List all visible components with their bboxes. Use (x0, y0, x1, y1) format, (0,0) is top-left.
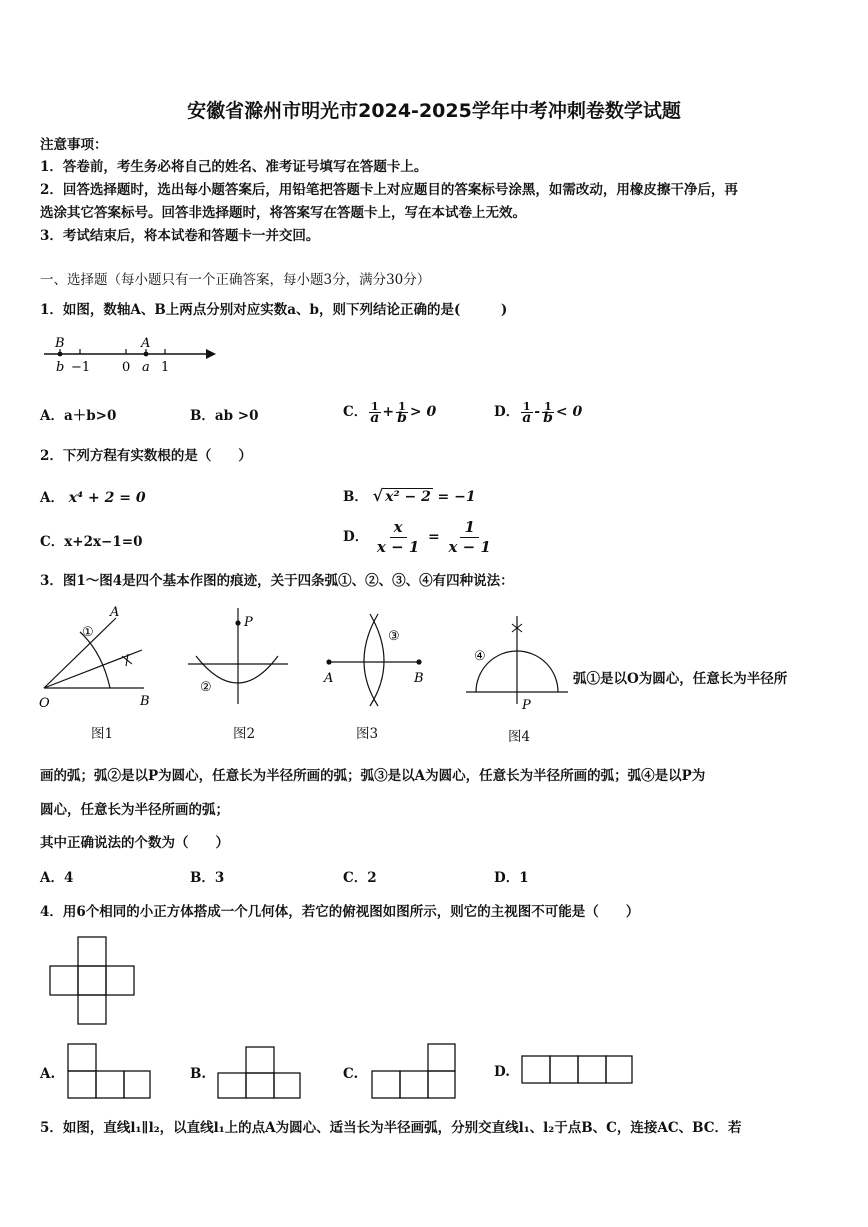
q2-option-d: D． $\frac{x}{x - 1}$ = $\frac{1}{x - 1}$ (343, 518, 491, 556)
q3-option-a: A．4 (40, 870, 74, 886)
q4-option-a-figure (64, 1040, 154, 1102)
q4-option-a-label: A. (40, 1066, 56, 1082)
fig2-label-p: P (244, 615, 253, 630)
q4-option-d-figure (518, 1052, 636, 1088)
q4-top-view-figure (44, 934, 144, 1028)
fig1-label-a: A (110, 605, 120, 620)
notice-item-1: 1．答卷前，考生务必将自己的姓名、准考证号填写在答题卡上。 (40, 159, 428, 175)
q3-option-c: C．2 (343, 870, 377, 886)
fig1-caption: 图1 (91, 726, 114, 742)
q2-stem: 2．下列方程有实数根的是（ ） (40, 448, 252, 464)
q4-option-c-figure (368, 1040, 460, 1102)
q5-stem: 5．如图，直线l₁∥l₂，以直线l₁上的点A为圆心、适当长为半径画弧，分别交直线l₁、l₂于点B、C，连接AC、BC．若 (40, 1120, 742, 1136)
tick-a-label: a (142, 360, 150, 375)
tick-b-label: b (56, 360, 65, 375)
tick-neg1-label: −1 (71, 360, 91, 375)
fig3-label-b: B (414, 671, 424, 686)
fig1-label-o: O (39, 696, 50, 711)
section-heading: 一、选择题（每小题只有一个正确答案，每小题3分，满分30分） (40, 272, 431, 288)
q3-stem: 3．图1～图4是四个基本作图的痕迹，关于四条弧①、②、③、④有四种说法： (40, 573, 514, 589)
q4-option-b-label: B. (190, 1066, 207, 1082)
fig4-caption: 图4 (508, 729, 531, 745)
q2-option-a: A． x⁴ + 2 = 0 (40, 490, 146, 506)
notice-item-2-line-2: 选涂其它答案标号。回答非选择题时，将答案写在答题卡上，写在本试卷上无效。 (40, 205, 526, 221)
fig2-arc-label: ② (200, 680, 212, 695)
fig1-arc-label: ① (82, 625, 94, 640)
q1-option-b: B．ab >0 (190, 408, 259, 424)
q1-stem: 1．如图，数轴A、B上两点分别对应实数a、b，则下列结论正确的是( ) (40, 302, 508, 318)
q4-option-d-label: D. (494, 1064, 510, 1080)
notice-item-3: 3．考试结束后，将本试卷和答题卡一并交回。 (40, 228, 320, 244)
q4-option-c-label: C. (343, 1066, 359, 1082)
fig2-caption: 图2 (233, 726, 256, 742)
page-title: 安徽省滁州市明光市2024-2025学年中考冲刺卷数学试题 (187, 100, 681, 122)
q4-option-b-figure (214, 1043, 304, 1101)
notice-heading: 注意事项： (40, 137, 108, 153)
q1-option-c: C． $\frac{1}{a}$ + $\frac{1}{b}$ > 0 (343, 400, 437, 426)
fig3-arc-label: ③ (388, 629, 400, 644)
tick-one-label: 1 (161, 360, 170, 375)
q3-question: 其中正确说法的个数为（ ） (40, 835, 229, 851)
fig4-arc-label: ④ (474, 649, 486, 664)
q2-option-c: C．x+2x−1=0 (40, 534, 143, 550)
notice-item-2-line-1: 2．回答选择题时，选出每小题答案后，用铅笔把答题卡上对应题目的答案标号涂黑，如需改动，用橡皮擦干净后，再 (40, 182, 738, 198)
q4-stem: 4．用6个相同的小正方体搭成一个几何体，若它的俯视图如图所示，则它的主视图不可能是（ ） (40, 904, 640, 920)
q3-text-line-2: 圆心，任意长为半径所画的弧； (40, 802, 229, 818)
q3-option-d: D．1 (494, 870, 529, 886)
point-b-label: B (55, 336, 65, 351)
q3-option-b: B．3 (190, 870, 225, 886)
fig1-label-b: B (140, 694, 150, 709)
q3-figure-2 (184, 604, 292, 708)
point-a-label: A (141, 336, 151, 351)
tick-zero-label: 0 (122, 360, 131, 375)
q3-figure-1 (36, 600, 156, 712)
q2-option-b: B． √ x² − 2 = −1 (343, 486, 476, 505)
fig3-label-a: A (324, 671, 334, 686)
q3-figure-3 (320, 608, 432, 708)
q1-option-a: A．a＋b>0 (40, 408, 117, 424)
fig4-label-p: P (522, 698, 531, 712)
q1-option-d: D． $\frac{1}{a}$ - $\frac{1}{b}$ < 0 (494, 400, 583, 426)
number-line-figure (38, 334, 223, 376)
q3-figure-4 (462, 608, 574, 712)
q3-side-text: 弧①是以O为圆心，任意长为半径所 (573, 671, 788, 687)
q3-text-line-1: 画的弧；弧②是以P为圆心，任意长为半径所画的弧；弧③是以A为圆心，任意长为半径所画的弧；弧④是以P为 (40, 768, 706, 784)
fig3-caption: 图3 (356, 726, 379, 742)
